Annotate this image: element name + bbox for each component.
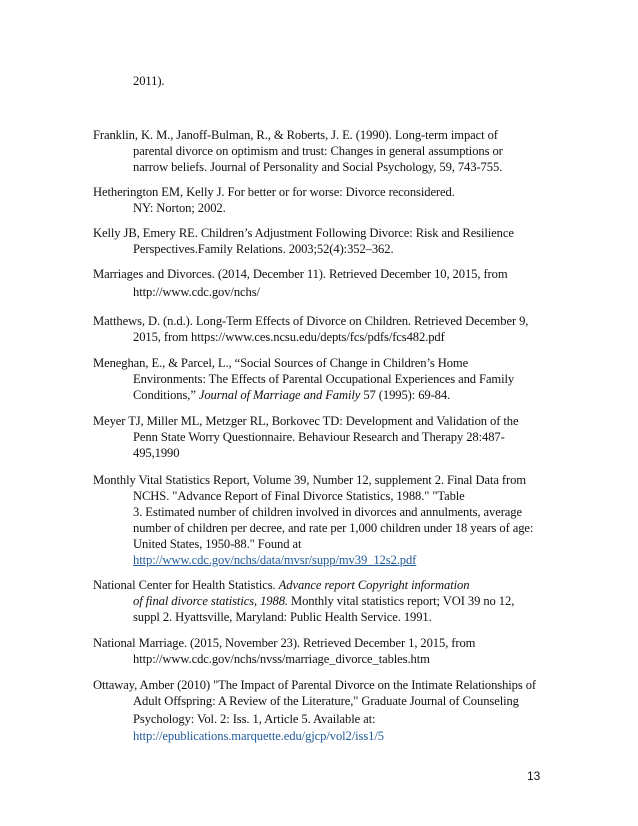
- reference-marriages-url: http://www.cdc.gov/nchs/: [133, 285, 260, 299]
- meneghan-text-part-1: Conditions,”: [133, 388, 199, 402]
- reference-meyer-line-2: Penn State Worry Questionnaire. Behaviour Research and Therapy 28:487-: [133, 430, 505, 444]
- reference-meneghan-line-3: [133, 387, 450, 403]
- nchs-title-part-1: Advance report Copyright information: [278, 578, 470, 592]
- nchs-title-part-2: of final divorce statistics, 1988.: [133, 594, 288, 608]
- reference-national-marriage-url: http://www.cdc.gov/nchs/nvss/marriage_divorce_tables.htm: [133, 652, 430, 666]
- reference-ottaway-line-2: Adult Offspring: A Review of the Literature," Graduate Journal of Counseling: [133, 694, 519, 708]
- nchs-report-info: Monthly vital statistics report; VOI 39 no 12,: [287, 594, 515, 608]
- reference-hetherington-line-1: Hetherington EM, Kelly J. For better or for worse: Divorce reconsidered.: [93, 185, 455, 199]
- reference-monthly-vital-line-3: 3. Estimated number of children involved in divorces and annulments, average: [133, 505, 522, 519]
- reference-meyer-line-1: Meyer TJ, Miller ML, Metzger RL, Borkovec TD: Development and Validation of the: [93, 414, 519, 428]
- reference-hetherington-line-2: NY: Norton; 2002.: [133, 201, 226, 215]
- reference-meyer-line-3: 495,1990: [133, 446, 180, 460]
- reference-kelly-line-1: Kelly JB, Emery RE. Children’s Adjustment Following Divorce: Risk and Resilience: [93, 226, 514, 240]
- reference-kelly-line-2: Perspectives.Family Relations. 2003;52(4):352–362.: [133, 242, 394, 256]
- reference-nchs-line-2: [133, 593, 514, 609]
- reference-matthews-line-2: 2015, from https://www.ces.ncsu.edu/depts/fcs/pdfs/fcs482.pdf: [133, 330, 445, 344]
- reference-monthly-vital-line-5: United States, 1950-88." Found at: [133, 537, 302, 551]
- reference-meneghan-line-1: Meneghan, E., & Parcel, L., “Social Sources of Change in Children’s Home: [93, 356, 469, 370]
- page-number: 13: [527, 769, 541, 783]
- carryover-text: 2011).: [133, 74, 165, 88]
- reference-franklin-line-3: narrow beliefs. Journal of Personality and Social Psychology, 59, 743-755.: [133, 160, 503, 174]
- reference-ottaway-line-3: Psychology: Vol. 2: Iss. 1, Article 5. Available at:: [133, 712, 376, 726]
- reference-matthews-line-1: Matthews, D. (n.d.). Long-Term Effects of Divorce on Children. Retrieved December 9,: [93, 314, 529, 328]
- reference-national-marriage-line-1: National Marriage. (2015, November 23). Retrieved December 1, 2015, from: [93, 636, 476, 650]
- nchs-author: National Center for Health Statistics.: [93, 578, 279, 592]
- reference-nchs-line-1: [93, 577, 469, 593]
- reference-monthly-vital-line-2: NCHS. "Advance Report of Final Divorce Statistics, 1988." "Table: [133, 489, 465, 503]
- reference-ottaway-link[interactable]: http://epublications.marquette.edu/gjcp/vol2/iss1/5: [133, 729, 384, 743]
- reference-franklin-line-2: parental divorce on optimism and trust: Changes in general assumptions or: [133, 144, 503, 158]
- reference-franklin-line-1: Franklin, K. M., Janoff-Bulman, R., & Roberts, J. E. (1990). Long-term impact of: [93, 128, 498, 142]
- meneghan-journal-title: Journal of Marriage and Family: [198, 388, 361, 402]
- reference-monthly-vital-line-1: Monthly Vital Statistics Report, Volume 39, Number 12, supplement 2. Final Data from: [93, 473, 526, 487]
- reference-monthly-vital-line-4: number of children per decree, and rate per 1,000 children under 18 years of age:: [133, 521, 534, 535]
- reference-ottaway-line-1: Ottaway, Amber (2010) "The Impact of Parental Divorce on the Intimate Relationships of: [93, 678, 537, 692]
- reference-meneghan-line-2: Environments: The Effects of Parental Occupational Experiences and Family: [133, 372, 515, 386]
- meneghan-text-part-2: 57 (1995): 69-84.: [360, 388, 451, 402]
- reference-monthly-vital-link[interactable]: http://www.cdc.gov/nchs/data/mvsr/supp/mv39_12s2.pdf: [133, 553, 417, 567]
- reference-nchs-line-3: suppl 2. Hyattsville, Maryland: Public Health Service. 1991.: [133, 610, 432, 624]
- reference-marriages-line-1: Marriages and Divorces. (2014, December 11). Retrieved December 10, 2015, from: [93, 267, 508, 281]
